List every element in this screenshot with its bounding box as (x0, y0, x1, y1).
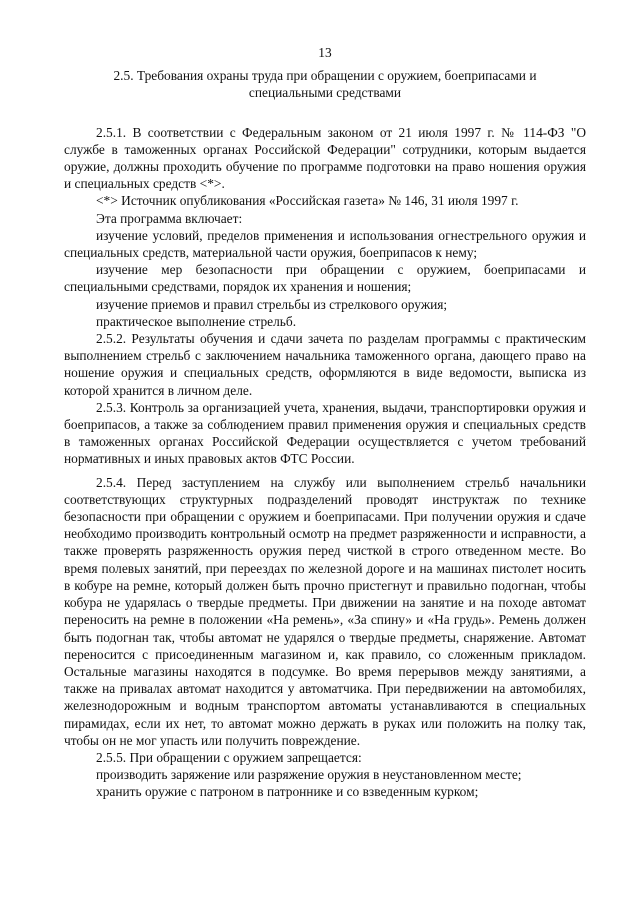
paragraph-2-5-1: 2.5.1. В соответствии с Федеральным законом от 21 июля 1997 г. № 114-ФЗ "О службе в таможенных органах Российской Федерации" сотрудники, которым выдается оружие, должны проходить обучение по программе подготовки на право ношения оружия и специальных средств <*>. (64, 124, 586, 192)
paragraph-2-5-5: 2.5.5. При обращении с оружием запрещается: (96, 749, 362, 765)
program-item: изучение условий, пределов применения и использования огнестрельного оружия и специальных средств, материальной части оружия, боеприпасов к нему; (64, 227, 586, 261)
paragraph-2-5-3: 2.5.3. Контроль за организацией учета, хранения, выдачи, транспортировки оружия и боеприпасов, а также за соблюдением правил применения оружия и специальных средств в таможенных органах Российской Федерации осуществляется с учетом требований нормативных и иных правовых актов ФТС России. (64, 399, 586, 467)
program-item: изучение приемов и правил стрельбы из стрелкового оружия; (96, 296, 448, 312)
footnote-source: <*> Источник опубликования «Российская газета» № 146, 31 июля 1997 г. (96, 193, 519, 209)
prohibition-item: производить заряжение или разряжение оружия в неустановленном месте; (96, 767, 522, 783)
prohibition-item: хранить оружие с патроном в патроннике и со взведенным курком; (96, 784, 479, 800)
program-intro: Эта программа включает: (96, 210, 243, 226)
document-page (64, 44, 586, 801)
program-item: практическое выполнение стрельб. (96, 313, 297, 329)
section-title: 2.5. Требования охраны труда при обращении с оружием, боеприпасами и специальными средствами (113, 68, 537, 101)
page-number: 13 (318, 45, 332, 60)
paragraph-2-5-2: 2.5.2. Результаты обучения и сдачи зачета по разделам программы с практическим выполнением стрельб с заключением начальника таможенного органа, дающего право на ношение оружия и специальных средств, оформляются в виде ведомости, выписка из которой хранится в личном деле. (64, 331, 586, 398)
paragraph-2-5-4: 2.5.4. Перед заступлением на службу или выполнением стрельб начальники соответствующих структурных подразделений проводят инструктаж по технике безопасности при обращении с оружием и боеприпасами. При получении оружия и сдаче необходимо производить контрольный осмотр на предмет разряженности и исправности, а также проверять разряженность оружия перед чисткой в строго отведенном месте. Во время полевых занятий, при переездах по железной дороге и на машинах пистолет носить в кобуре на ремне, который должен быть прочно пристегнут и правильно подогнан, чтобы кобура не ударялась о твердые предметы. При движении на занятие и на походе автомат переносить на ремне в положении «На ремень», «За спину» и «На грудь». Ремень должен быть подогнан так, чтобы автомат не ударялся о твердые предметы, снаряжение. Автомат переносится с присоединенным магазином и, как правило, со сложенным прикладом. Остальные магазины находятся в подсумке. Во время перерывов между занятиями, а также на привалах автомат находится у автоматчика. При передвижении на автомобилях, железнодорожным и водным транспортом автоматы устанавливаются в специальных пирамидах, если их нет, то автомат можно держать в руках или положить на полку так, чтобы он не мог упасть или получить повреждение. (64, 474, 586, 748)
program-item: изучение мер безопасности при обращении с оружием, боеприпасами и специальными средствами, порядок их хранения и ношения; (64, 262, 586, 295)
